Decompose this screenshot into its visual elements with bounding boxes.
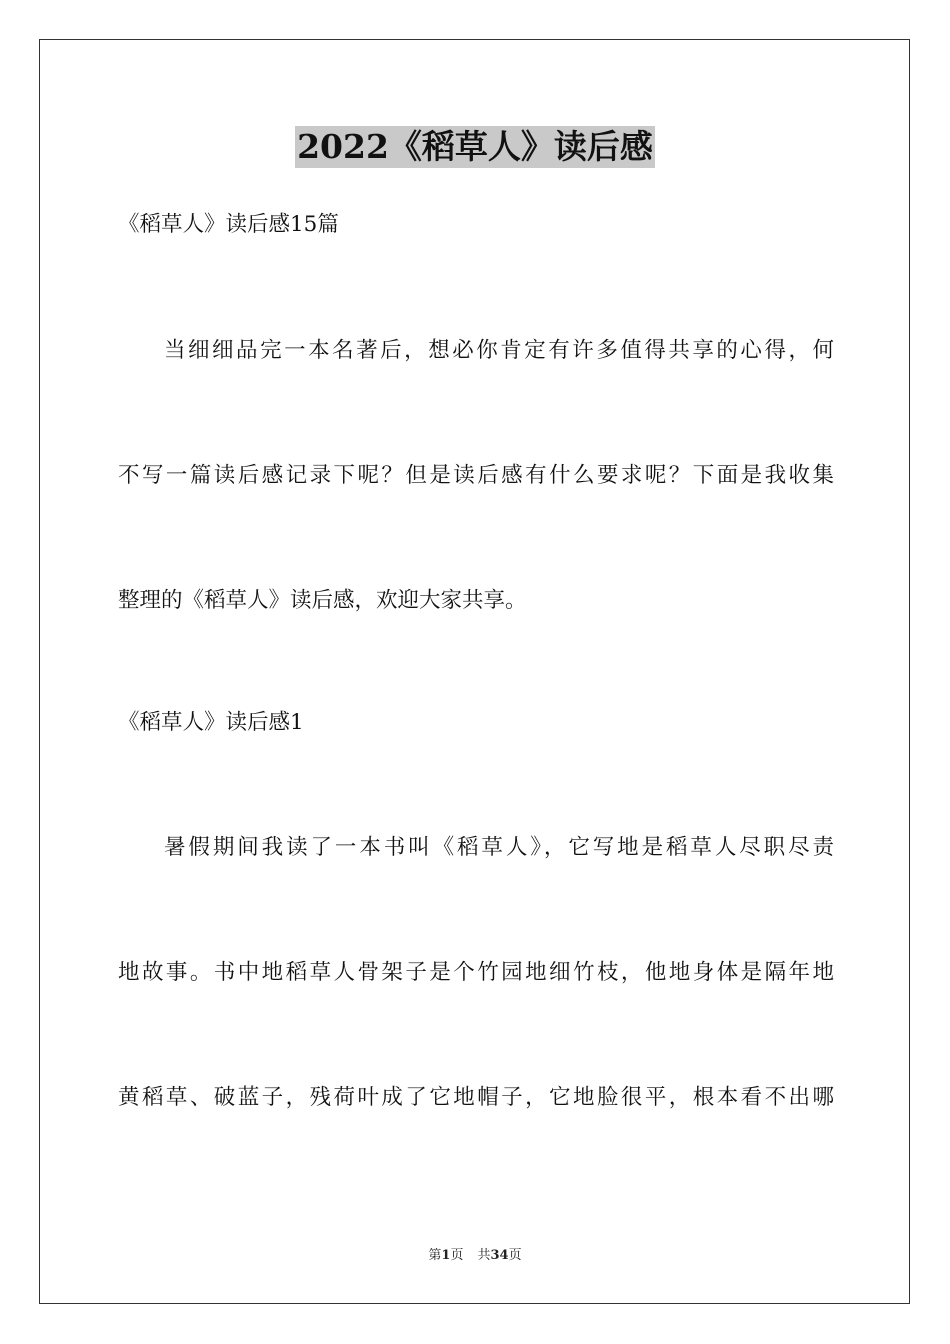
document-title	[0, 126, 950, 168]
footer-page-prefix: 第	[428, 1248, 442, 1263]
footer-total-pages: 34	[490, 1248, 509, 1263]
document-title-text: 2022《稻草人》读后感	[297, 127, 653, 166]
paragraph-line: 不写一篇读后感记录下呢？但是读后感有什么要求呢？下面是我收集	[118, 463, 834, 488]
paragraph-line: 地故事。书中地稻草人骨架子是个竹园地细竹枝，他地身体是隔年地	[118, 960, 834, 985]
footer-total-prefix: 共	[477, 1248, 491, 1263]
footer-page-number: 1	[441, 1248, 451, 1263]
section-heading-collection: 《稻草人》读后感15篇	[118, 212, 339, 237]
paragraph-line: 暑假期间我读了一本书叫《稻草人》，它写地是稻草人尽职尽责	[164, 835, 834, 860]
paragraph-line: 黄稻草、破蓝子，残荷叶成了它地帽子，它地脸很平，根本看不出哪	[118, 1085, 834, 1110]
page-footer	[0, 1247, 950, 1265]
footer-total-suffix: 页	[508, 1248, 522, 1263]
paragraph-line: 当细细品完一本名著后，想必你肯定有许多值得共享的心得，何	[164, 338, 834, 363]
section-heading-essay-1: 《稻草人》读后感1	[118, 710, 304, 735]
paragraph-line: 整理的《稻草人》读后感，欢迎大家共享。	[118, 588, 527, 613]
footer-page-suffix: 页	[450, 1248, 464, 1263]
